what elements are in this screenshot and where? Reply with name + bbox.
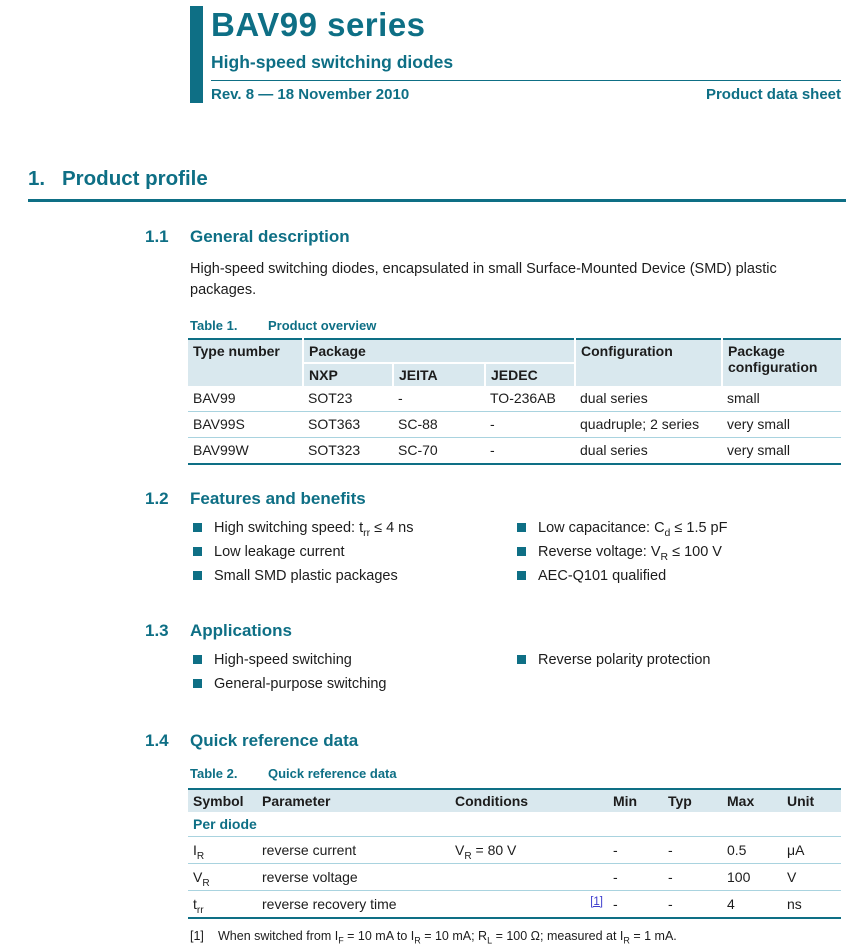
column-header-jedec: JEDEC [485, 363, 575, 386]
cell-type-number: BAV99W [188, 438, 303, 465]
subsection-title: General description [190, 227, 350, 246]
application-text: High-speed switching [214, 652, 352, 668]
cell-type-number: BAV99 [193, 390, 236, 406]
table-1-caption [190, 318, 376, 333]
bullet-square-icon [193, 571, 202, 580]
feature-text: High switching speed: $t_{rr} \le 4$ ns [214, 520, 414, 539]
list-item [514, 567, 844, 585]
column-header-max: Max [722, 789, 782, 812]
list-item [514, 519, 844, 537]
bullet-square-icon [517, 547, 526, 556]
cell-unit: ns [782, 891, 841, 919]
section-title: Product profile [62, 167, 208, 190]
bullet-square-icon [517, 523, 526, 532]
section-number: 1. [28, 167, 46, 190]
document-type: Product data sheet [705, 85, 841, 103]
subsection-1-2-heading [145, 489, 366, 509]
list-item [190, 567, 490, 585]
cell-jedec: TO-236AB [490, 390, 556, 406]
cell-parameter: reverse voltage [257, 864, 450, 891]
table-2-label: Table 2. [190, 766, 238, 781]
table-row [188, 891, 841, 919]
cell-min: - [608, 891, 663, 919]
feature-text: Low leakage current [214, 544, 345, 560]
cell-package-configuration: very small [722, 438, 841, 465]
list-item [190, 651, 490, 669]
cell-nxp: SOT363 [303, 412, 393, 438]
subsection-title: Features and benefits [190, 489, 366, 508]
subsection-number: 1.4 [145, 731, 169, 750]
bullet-square-icon [193, 523, 202, 532]
footnote-marker: [1] [190, 929, 204, 943]
table-1-caption-text: Product overview [268, 318, 377, 333]
features-list-right [514, 519, 844, 591]
column-header-conditions: Conditions [450, 789, 608, 812]
cell-nxp: SOT323 [303, 438, 393, 465]
subsection-number: 1.3 [145, 621, 169, 640]
footnote [190, 929, 842, 946]
list-item [190, 519, 490, 537]
cell-typ: - [663, 837, 722, 864]
table-row [188, 864, 841, 891]
cell-configuration: dual series [575, 438, 722, 465]
cell-type-number: BAV99S [188, 412, 303, 438]
bullet-square-icon [193, 679, 202, 688]
list-item [190, 675, 490, 693]
subsection-1-1-heading [145, 227, 350, 247]
applications-list-right [514, 651, 844, 675]
group-label: Per diode [193, 816, 257, 832]
cell-symbol: $V_R$ [188, 864, 257, 891]
revision-date: Rev. 8 — 18 November 2010 [211, 85, 410, 103]
column-header-typ: Typ [663, 789, 722, 812]
cell-typ: - [663, 891, 722, 919]
list-item [190, 543, 490, 561]
cell-symbol: $t_{rr}$ [188, 891, 257, 919]
column-header-type-number: Type number [188, 339, 303, 386]
table-row [188, 412, 841, 438]
document-subtitle: High-speed switching diodes [211, 51, 454, 72]
table-2-caption [190, 766, 397, 781]
section-1-heading [28, 167, 846, 202]
table-row [188, 386, 841, 412]
subsection-number: 1.1 [145, 227, 169, 246]
list-item [514, 651, 844, 669]
cell-typ: - [663, 864, 722, 891]
cell-jeita: SC-70 [393, 438, 485, 465]
applications-list-left [190, 651, 490, 699]
feature-text: AEC-Q101 qualified [538, 568, 667, 584]
general-description-text: High-speed switching diodes, encapsulated in small Surface-Mounted Device (SMD) plastic packages. [190, 261, 777, 298]
cell-configuration: dual series [580, 390, 648, 406]
cell-conditions [450, 837, 608, 864]
cell-unit: V [782, 864, 841, 891]
cell-conditions [450, 891, 608, 919]
cell-parameter: reverse recovery time [257, 891, 450, 919]
conditions-text: $V_R = 80$ V [455, 842, 517, 862]
bullet-square-icon [193, 655, 202, 664]
table-2-caption-text: Quick reference data [268, 766, 397, 781]
feature-text: Reverse voltage: $V_R \le 100$ V [538, 544, 722, 563]
column-header-package: Package [303, 339, 575, 363]
quick-reference-table [188, 788, 841, 919]
page-title: BAV99 series [211, 6, 426, 43]
column-header-jeita: JEITA [393, 363, 485, 386]
table-row [188, 438, 841, 465]
bullet-square-icon [193, 547, 202, 556]
cell-configuration: quadruple; 2 series [575, 412, 722, 438]
column-header-package-configuration: Package configuration [722, 339, 841, 386]
cell-jeita: SC-88 [393, 412, 485, 438]
cell-jeita: - [398, 390, 403, 406]
cell-unit: μA [782, 837, 841, 864]
column-header-min: Min [608, 789, 663, 812]
bullet-square-icon [517, 655, 526, 664]
cell-nxp: SOT23 [308, 390, 353, 406]
column-header-configuration: Configuration [575, 339, 722, 386]
cell-jedec: - [485, 438, 575, 465]
subsection-title: Quick reference data [190, 731, 359, 750]
product-overview-table [188, 338, 841, 465]
table-row [188, 837, 841, 864]
cell-max: 100 [722, 864, 782, 891]
cell-symbol: $I_R$ [188, 837, 257, 864]
cell-package-configuration: small [727, 390, 760, 406]
cell-min: - [608, 864, 663, 891]
feature-text: Small SMD plastic packages [214, 568, 398, 584]
features-list-left [190, 519, 490, 591]
subsection-1-3-heading [145, 621, 292, 641]
table-1-label: Table 1. [190, 318, 238, 333]
cell-max: 0.5 [722, 837, 782, 864]
footnote-ref-link[interactable]: [1] [590, 896, 603, 908]
list-item [514, 543, 844, 561]
feature-text: Low capacitance: $C_d \le 1.5$ pF [538, 520, 728, 539]
revision-row [211, 80, 841, 103]
cell-max: 4 [722, 891, 782, 919]
column-header-symbol: Symbol [188, 789, 257, 812]
cell-min: - [608, 837, 663, 864]
bullet-square-icon [517, 571, 526, 580]
subsection-title: Applications [190, 621, 293, 640]
document-header [190, 6, 841, 103]
table-group-row [188, 812, 841, 837]
column-header-parameter: Parameter [257, 789, 450, 812]
cell-conditions [450, 864, 608, 891]
application-text: Reverse polarity protection [538, 652, 711, 668]
cell-package-configuration: very small [722, 412, 841, 438]
cell-parameter: reverse current [257, 837, 450, 864]
cell-jedec: - [485, 412, 575, 438]
application-text: General-purpose switching [214, 676, 387, 692]
column-header-nxp: NXP [303, 363, 393, 386]
table-header-row [188, 789, 841, 812]
footnote-text: When switched from $I_F = 10$ mA to $I_R = 10$ mA; $R_L = 100$ Ω; measured at $I_R = 1$ mA. [218, 929, 677, 946]
table-header-row [188, 339, 841, 363]
subsection-number: 1.2 [145, 489, 169, 508]
subsection-1-4-heading [145, 731, 358, 751]
column-header-unit: Unit [782, 789, 841, 812]
